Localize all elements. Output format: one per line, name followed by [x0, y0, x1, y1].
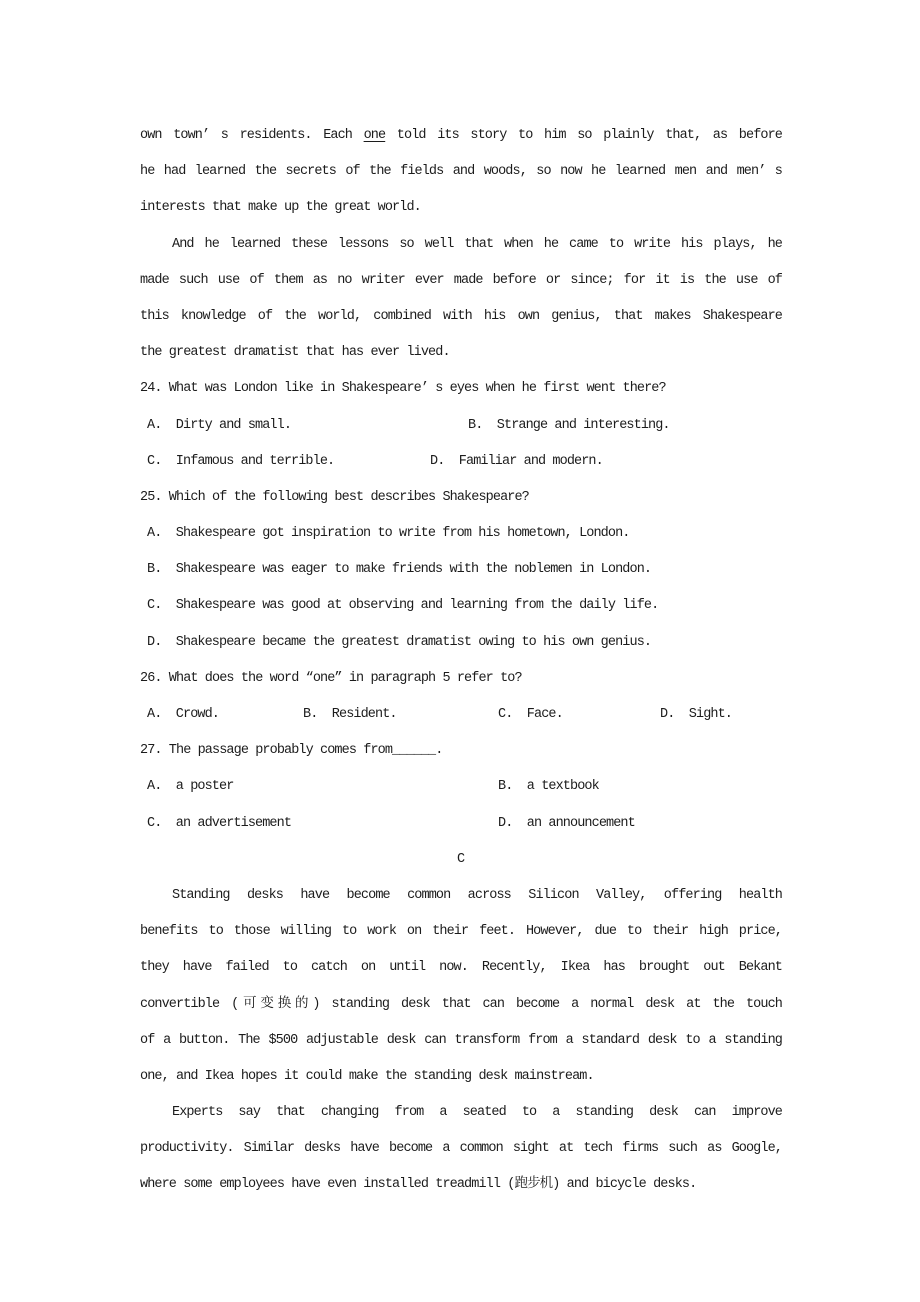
answer-option-A: A. a poster	[147, 779, 234, 795]
passage-line	[140, 878, 782, 914]
passage-line	[140, 335, 782, 371]
passage-line	[140, 1131, 782, 1167]
text-run: Standing desks have become common across Silicon Valley, offering health	[172, 887, 782, 903]
passage-line	[140, 190, 782, 226]
passage-line	[140, 1167, 782, 1203]
question-stem: 24. What was London like in Shakespeare’ s eyes when he first went there?	[140, 381, 666, 397]
text-run: benefits to those willing to work on their feet. However, due to their high price,	[140, 924, 782, 940]
passage-line	[140, 914, 782, 950]
text-run: of a button. The $500 adjustable desk can transform from a standard desk to a standing	[140, 1032, 782, 1048]
passage-line	[140, 950, 782, 986]
text-run: own town’ s residents. Each	[140, 128, 364, 143]
exam-page-content	[140, 118, 782, 1204]
answer-option-D: D. Shakespeare became the greatest dramatist owing to his own genius.	[147, 634, 652, 650]
passage-line	[140, 1095, 782, 1131]
passage-line	[140, 1023, 782, 1059]
questions-block	[140, 371, 782, 841]
text-run: Experts say that changing from a seated to a standing desk can improve	[172, 1105, 782, 1121]
text-run: the greatest dramatist that has ever lived.	[140, 345, 450, 361]
passage-line	[140, 299, 782, 335]
answer-option-B: B. a textbook	[498, 779, 599, 795]
passage-line	[140, 987, 782, 1023]
text-run: this knowledge of the world, combined with his own genius, that makes Shakespeare	[140, 308, 782, 324]
answer-option-row	[140, 588, 782, 624]
text-run: one, and Ikea hopes it could make the standing desk mainstream.	[140, 1068, 594, 1084]
underlined-word: one	[363, 128, 386, 143]
passage-line	[140, 1059, 782, 1095]
answer-option-row	[140, 769, 782, 805]
passage-b-continuation	[140, 118, 782, 371]
answer-option-D: D. Sight.	[660, 707, 733, 722]
text-run: productivity. Similar desks have become a common sight at tech firms such as Google,	[140, 1141, 782, 1157]
answer-option-row	[140, 408, 782, 444]
answer-option-A: A. Dirty and small.	[147, 417, 292, 433]
answer-option-C: C. Infamous and terrible.	[147, 453, 335, 469]
section-c-heading: C	[456, 851, 466, 867]
passage-line	[140, 263, 782, 299]
text-run: convertible (可变换的) standing desk that can become a normal desk at the touch	[140, 996, 782, 1012]
answer-option-row	[140, 697, 782, 733]
text-run: they have failed to catch on until now. Recently, Ikea has brought out Bekant	[140, 960, 782, 976]
answer-option-A: A. Crowd.	[147, 707, 220, 722]
text-run: he had learned the secrets of the fields and woods, so now he learned men and men’ s	[140, 164, 782, 180]
answer-option-row	[140, 516, 782, 552]
question-stem: 26. What does the word “one” in paragraph 5 refer to?	[140, 670, 522, 686]
answer-option-row	[140, 806, 782, 842]
text-run: where some employees have even installed treadmill (跑步机) and bicycle desks.	[140, 1177, 697, 1193]
text-run: told its story to him so plainly that, as before	[385, 128, 783, 143]
passage-line	[140, 154, 782, 190]
question-stem: 25. Which of the following best describes Shakespeare?	[140, 489, 529, 505]
answer-option-C: C. Face.	[498, 707, 563, 722]
text-run: made such use of them as no writer ever made before or since; for it is the use of	[140, 272, 782, 288]
passage-line	[140, 227, 782, 263]
answer-option-B: B. Strange and interesting.	[468, 417, 670, 433]
answer-option-row	[140, 444, 782, 480]
answer-option-row	[140, 625, 782, 661]
text-run: interests that make up the great world.	[140, 200, 421, 216]
section-c-passage	[140, 878, 782, 1204]
answer-option-A: A. Shakespeare got inspiration to write from his hometown, London.	[147, 526, 630, 542]
answer-option-D: D. Familiar and modern.	[430, 453, 603, 469]
answer-option-D: D. an announcement	[498, 815, 635, 831]
answer-option-C: C. Shakespeare was good at observing and learning from the daily life.	[147, 598, 659, 614]
answer-option-row	[140, 552, 782, 588]
passage-line	[140, 118, 782, 154]
answer-option-B: B. Resident.	[303, 707, 397, 722]
answer-option-B: B. Shakespeare was eager to make friends with the noblemen in London.	[147, 562, 652, 578]
answer-option-C: C. an advertisement	[147, 815, 292, 831]
text-run: And he learned these lessons so well that when he came to write his plays, he	[172, 236, 782, 252]
question-stem: 27. The passage probably comes from______.	[140, 743, 443, 759]
